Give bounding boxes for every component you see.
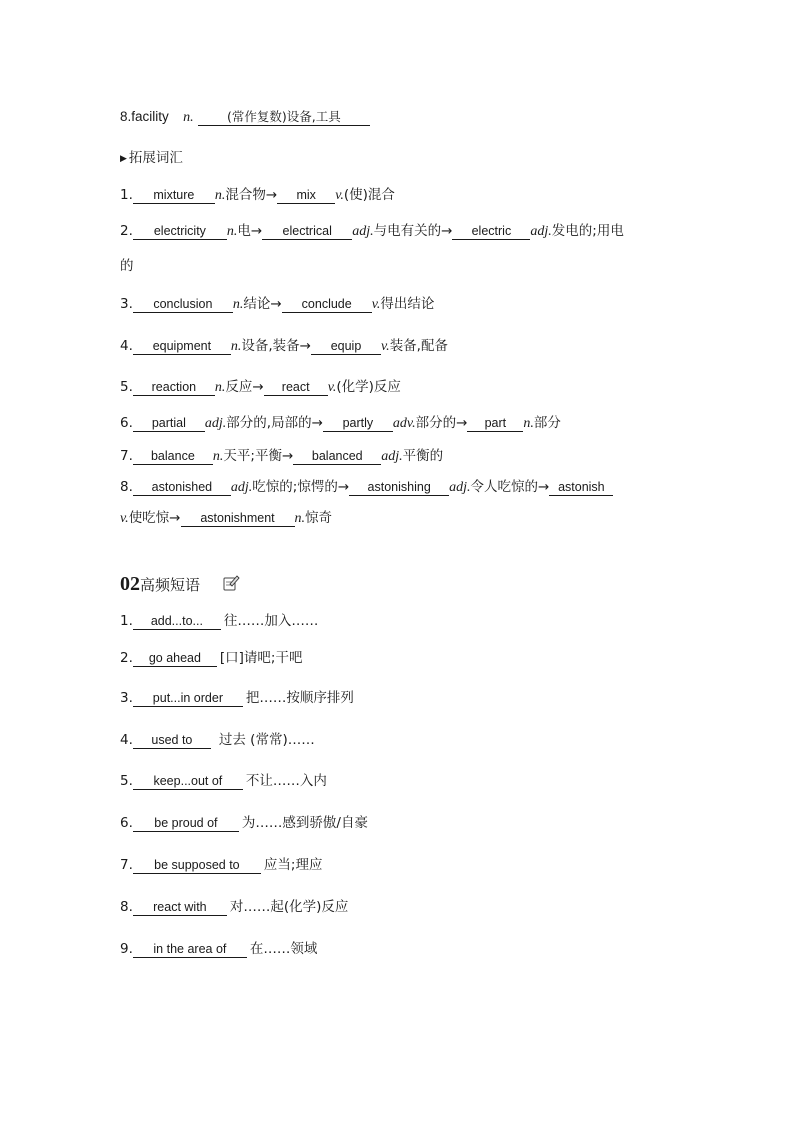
item-number: 2. <box>120 223 133 239</box>
item-number: 5. <box>120 379 133 395</box>
section-subtitle: 拓展词汇 <box>128 150 183 166</box>
answer-text: go ahead <box>148 651 201 665</box>
answer-text: partial <box>151 416 186 430</box>
item-number: 6. <box>120 815 133 831</box>
answer-text: react with <box>153 900 207 914</box>
phrase-meaning: 对……起(化学)反应 <box>229 899 349 915</box>
answer-blank <box>133 733 211 749</box>
phrase-item <box>120 730 315 750</box>
definition-text: 电→ <box>237 223 263 239</box>
answer-blank <box>293 449 381 465</box>
answer-text: mix <box>296 188 316 202</box>
definition-text: 的 <box>120 258 134 274</box>
definition-text: 部分的,局部的→ <box>226 415 323 431</box>
phrase-item <box>120 771 327 791</box>
part-of-speech: adj. <box>230 480 253 495</box>
answer-text: reaction <box>151 380 197 394</box>
phrase-meaning: 为……感到骄傲/自豪 <box>241 815 368 831</box>
part-of-speech: v. <box>371 297 381 312</box>
answer-text: astonish <box>558 480 605 494</box>
phrase-item <box>120 897 348 917</box>
triangle-marker-icon: ▶ <box>120 154 127 164</box>
answer-text: add...to... <box>150 614 203 628</box>
part-of-speech: n. <box>294 511 305 526</box>
answer-blank <box>549 480 613 496</box>
item-number: 7. <box>120 448 133 464</box>
definition-text: 使吃惊→ <box>128 510 181 526</box>
answer-text: astonishment <box>200 511 275 525</box>
phrase-meaning: 不让……入内 <box>245 773 327 789</box>
answer-blank <box>133 900 227 916</box>
answer-text: equip <box>330 339 362 353</box>
phrase-meaning: 过去 (常常)…… <box>218 732 315 748</box>
answer-blank <box>133 480 231 496</box>
vocab-item <box>120 377 401 398</box>
part-of-speech: n. <box>226 224 238 239</box>
answer-text: astonishing <box>367 480 431 494</box>
vocab-item <box>120 446 443 467</box>
definition-text: 令人吃惊的→ <box>470 479 550 495</box>
part-of-speech: n. <box>214 188 226 203</box>
item-number: 5. <box>120 773 133 789</box>
answer-blank <box>133 339 231 355</box>
answer-text: used to <box>151 733 193 747</box>
vocab-continuation <box>120 256 134 276</box>
vocab-item <box>120 185 395 206</box>
answer-text: balance <box>150 449 195 463</box>
answer-text: in the area of <box>153 942 227 956</box>
answer-blank <box>133 614 221 630</box>
phrase-meaning: 往……加入…… <box>223 613 319 629</box>
item-number: 9. <box>120 941 133 957</box>
phrase-item <box>120 855 322 875</box>
part-of-speech: adj. <box>449 480 471 495</box>
part-of-speech: n. <box>523 416 534 431</box>
answer-text: balanced <box>311 449 363 463</box>
phrase-item <box>120 688 354 708</box>
vocab-item <box>120 477 613 498</box>
answer-blank <box>467 416 523 432</box>
answer-text: partly <box>342 416 374 430</box>
definition-text: 部分的→ <box>415 415 468 431</box>
phrase-item <box>120 648 302 668</box>
answer-blank <box>452 224 530 240</box>
part-of-speech: n. <box>230 339 242 354</box>
answer-blank <box>133 297 233 313</box>
answer-blank <box>133 651 217 667</box>
vocab-item <box>120 413 561 434</box>
answer-blank <box>349 480 449 496</box>
vocab-continuation <box>120 508 332 529</box>
answer-text: put...in order <box>152 691 223 705</box>
part-of-speech: v. <box>381 339 390 354</box>
definition-text: 结论→ <box>243 296 282 312</box>
item-number: 3. <box>120 690 133 706</box>
definition-text: 设备,装备→ <box>241 338 311 354</box>
definition-text: 吃惊的;惊愕的→ <box>252 479 350 495</box>
section-header <box>120 571 240 601</box>
item-number: 8. <box>120 479 133 495</box>
expand-vocab-header <box>120 148 183 169</box>
answer-blank <box>133 380 215 396</box>
definition-text: 得出结论 <box>380 296 435 312</box>
answer-blank <box>133 188 215 204</box>
answer-text: mixture <box>153 188 195 202</box>
answer-blank <box>181 511 295 527</box>
vocab-item <box>120 294 434 315</box>
pencil-note-icon <box>222 574 240 601</box>
answer-text: be proud of <box>154 816 218 830</box>
part-of-speech: n. <box>232 297 244 312</box>
definition-text: 部分 <box>533 415 561 431</box>
part-of-speech: adj. <box>352 224 374 239</box>
answer-text: electrical <box>282 224 332 238</box>
answer-blank <box>133 774 243 790</box>
item-number: 8.facility <box>120 109 169 124</box>
answer-text: equipment <box>152 339 212 353</box>
definition-text: 混合物→ <box>225 187 278 203</box>
phrase-meaning: 在……领域 <box>249 941 318 957</box>
part-of-speech: adv. <box>392 416 416 431</box>
answer-blank <box>133 691 243 707</box>
part-of-speech: adj. <box>381 449 403 464</box>
part-of-speech: v. <box>327 380 337 395</box>
answer-blank <box>133 416 205 432</box>
answer-blank <box>323 416 393 432</box>
phrase-meaning: 应当;理应 <box>263 857 323 873</box>
phrase-item <box>120 611 318 631</box>
part-of-speech: v. <box>335 188 344 203</box>
answer-text: react <box>281 380 310 394</box>
definition-text: 天平;平衡→ <box>223 448 294 464</box>
answer-blank <box>133 449 213 465</box>
answer-blank <box>282 297 372 313</box>
answer-text: part <box>484 416 507 430</box>
phrase-meaning: [口]请吧;干吧 <box>219 650 303 666</box>
part-of-speech: n. <box>214 380 226 395</box>
answer-text: astonished <box>151 480 213 494</box>
answer-blank <box>133 942 247 958</box>
definition-text: 发电的;用电 <box>551 223 624 239</box>
facility-line <box>120 107 370 128</box>
part-of-speech: n. <box>183 110 194 125</box>
answer-blank <box>133 224 227 240</box>
answer-blank <box>262 224 352 240</box>
section-number: 02 <box>120 573 140 595</box>
item-number: 1. <box>120 187 133 203</box>
phrase-item <box>120 939 317 959</box>
vocab-item <box>120 336 448 357</box>
definition-text: 装备,配备 <box>389 338 448 354</box>
item-number: 8. <box>120 899 133 915</box>
vocab-item <box>120 221 624 242</box>
answer-blank <box>198 109 370 126</box>
answer-text: keep...out of <box>153 774 223 788</box>
section-title: 高频短语 <box>140 576 201 594</box>
answer-blank <box>311 339 381 355</box>
item-number: 4. <box>120 338 133 354</box>
definition-text: 与电有关的→ <box>373 223 453 239</box>
answer-text: (常作复数)设备,工具 <box>227 109 341 124</box>
answer-text: conclude <box>301 297 352 311</box>
definition-text: (使)混合 <box>343 187 395 203</box>
item-number: 4. <box>120 732 133 748</box>
definition-text: 反应→ <box>225 379 264 395</box>
part-of-speech: adj. <box>530 224 552 239</box>
part-of-speech: n. <box>212 449 224 464</box>
answer-blank <box>133 816 239 832</box>
answer-text: conclusion <box>153 297 213 311</box>
definition-text: (化学)反应 <box>336 379 401 395</box>
answer-blank <box>264 380 328 396</box>
answer-text: electric <box>471 224 512 238</box>
item-number: 3. <box>120 296 133 312</box>
item-number: 6. <box>120 415 133 431</box>
part-of-speech: adj. <box>204 416 227 431</box>
answer-blank <box>133 858 261 874</box>
part-of-speech: v. <box>120 511 129 526</box>
item-number: 2. <box>120 650 133 666</box>
item-number: 7. <box>120 857 133 873</box>
phrase-item <box>120 813 368 833</box>
answer-text: be supposed to <box>154 858 240 872</box>
answer-text: electricity <box>153 224 206 238</box>
item-number: 1. <box>120 613 133 629</box>
phrase-meaning: 把……按顺序排列 <box>245 690 354 706</box>
definition-text: 平衡的 <box>402 448 444 464</box>
answer-blank <box>277 188 335 204</box>
definition-text: 惊奇 <box>305 510 332 526</box>
